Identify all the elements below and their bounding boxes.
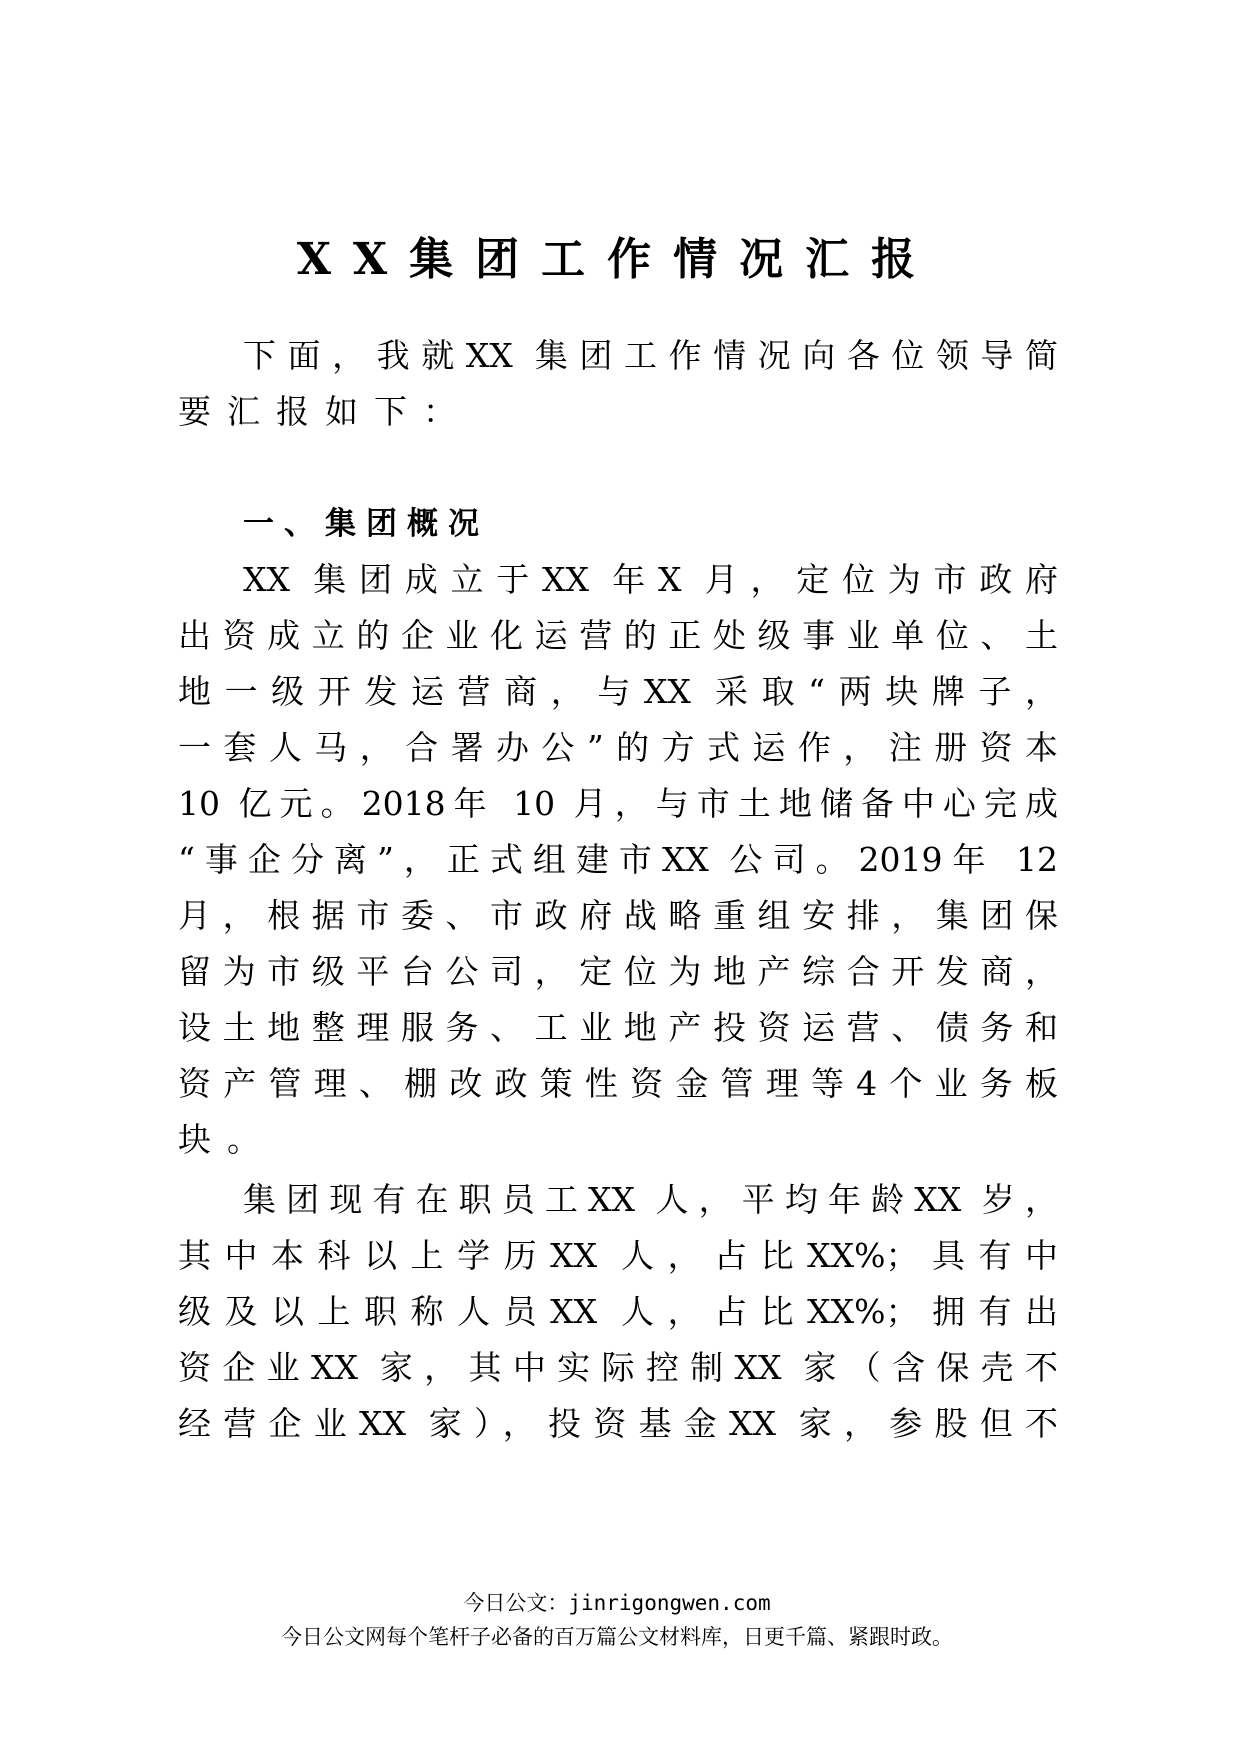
paragraph-line: 留为市级平台公司，定位为地产综合开发商， <box>178 952 1058 991</box>
paragraph-line: 下面，我就XX 集团工作情况向各位领导简 <box>243 336 1058 375</box>
paragraph-line: 块。 <box>178 1120 276 1159</box>
paragraph-line: 资产管理、棚改政策性资金管理等4个业务板 <box>178 1064 1058 1103</box>
footer-site-line <box>0 1588 1234 1618</box>
paragraph-line: 地一级开发运营商，与XX 采取“两块牌子， <box>178 672 1058 711</box>
paragraph-line: 经营企业XX 家），投资基金XX 家，参股但不 <box>178 1404 1058 1443</box>
paragraph-line: 资企业XX 家，其中实际控制XX 家（含保壳不 <box>178 1348 1058 1387</box>
footer-site-link[interactable]: jinrigongwen.com <box>568 1591 771 1615</box>
paragraph-line: 10 亿元。2018年 10 月，与市土地储备中心完成 <box>178 784 1058 823</box>
paragraph-line: 月，根据市委、市政府战略重组安排，集团保 <box>178 896 1058 935</box>
paragraph-line: 级及以上职称人员XX 人，占比XX%；拥有出 <box>178 1292 1058 1331</box>
section-heading: 一、集团概况 <box>243 506 489 542</box>
paragraph-line: 出资成立的企业化运营的正处级事业单位、土 <box>178 616 1058 655</box>
paragraph-line: “事企分离”，正式组建市XX 公司。2019年 12 <box>178 840 1058 879</box>
paragraph-line: 集团现有在职员工XX 人，平均年龄XX 岁， <box>243 1180 1058 1219</box>
paragraph-line: 一套人马，合署办公”的方式运作，注册资本 <box>178 728 1058 767</box>
paragraph-line: 设土地整理服务、工业地产投资运营、债务和 <box>178 1008 1058 1047</box>
document-title: XX集团工作情况汇报 <box>296 234 938 285</box>
paragraph-line: 其中本科以上学历XX 人，占比XX%；具有中 <box>178 1236 1058 1275</box>
footer-site-label: 今日公文： <box>463 1591 569 1615</box>
paragraph-line: 要汇报如下： <box>178 392 472 431</box>
footer-slogan: 今日公文网每个笔杆子必备的百万篇公文材料库，日更千篇、紧跟时政。 <box>281 1625 953 1649</box>
paragraph-line: XX 集团成立于XX 年X 月，定位为市政府 <box>243 560 1058 599</box>
